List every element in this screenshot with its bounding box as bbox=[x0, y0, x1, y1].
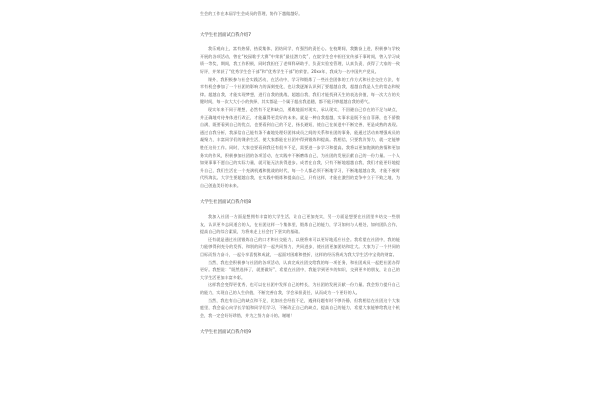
section-8-paragraph-2: 还有就是通过社团锻炼自己的口才和社交能力，以便将来可以更好地适应社会。我希望在社团中，我的能力能够得到充分的发挥，和别的同学一起共同努力，共同进步，使社团更加团结和壮大。大家为了一个共同的目标而努力奋斗，一起分享喜悦和成就，一起面对困难和挫折，这样的经历将成为我大学生活中宝贵的财富。 bbox=[200, 236, 400, 258]
section-heading-7: 大学生社团面试自我介绍7 bbox=[200, 32, 252, 38]
section-7-paragraph-2: 课外，我积极参与社会实践活动，在活动中，学习和锻炼了一些社会团体的工作方式和社会交往方法，有幸有机会参加了一个社团的影响力的深刻变化，也让我逐渐认识到了要超越自我，超越自我是人生的常态和规律。超越自我，才能实现梦想，进行自我的挑战，超越自我，我们才能找到天生的表达价值，每一次大方的关键时间，每一次大大小小的抉择，其实都是一个属于超出我追随，都不能只够超越自我的勇气。 bbox=[200, 76, 400, 105]
section-8-paragraph-4: 这样我会变得更优秀，也可以在社团中发挥自己的特长，为社团的发展贡献一份力量。我会努力提升自己的能力，实现自己的人生价值，不断完善自我，学会承担责任，从而成为一个更好的人。 bbox=[200, 282, 400, 295]
intro-paragraph-tail: 生会的工作在本届学生会成员的管理，协作下越做越好。 bbox=[200, 11, 303, 16]
section-8-paragraph-5: 当然，我也有自己的缺点和不足，比如社会经验不足，遇到问题有时不够冷静，但我相信在社团这个大家庭里，我会虚心向学长学姐和同学们学习，不断改正自己的缺点，提高自己的能力，希望大家能够给我这个机会，我一定会好好珍惜，并为之努力奋斗的。谢谢！ bbox=[200, 297, 400, 318]
section-7-paragraph-3: 现实年来不同于理想，必然有不足和缺点，勇敢地面对现实，承认现实，不回避自己存在的不足与缺点，并正确地对待身体进行改正，才能赢得更美好的未来。就是一种自我超越，实事求是既不妄自菲薄，也不骄傲自满，既要看到自己的优点，也要看到自己的不足，扬长避短，使自己在前进中不断完善，更是成熟的表现。通过自我分析，我深信自己能有条不紊地处理好团体成员之间的关系和社团的事务，能通过活动来增强成员的凝聚力，丰富同学们的课余生活，使大家都能在社团中得到锻炼和提高。我相信，只要我肯努力，就一定能够胜任这份工作。同时，大家也要看到我还有很多不足，需要进一步学习和提高。我将以更加饱满的热情和更加务实的作风，积极参加社团的各项活动，在实践中不断磨练自己，为社团的发展贡献自己的一份力量。一个人如果事事不愿自己的实际力量，就可能无法获得进步。成者在自我，只有不断地超越自我，我们才能更好地提升自己，我们生活在一个充满机遇和挑战的时代，每一个人都必须不断地学习，不断地超越自我，才能不被时代所淘汰。大学生要超越自我，在实践中锻炼和提高自己，只有这样，才能在激烈的竞争中立于不败之地，为自己创造美好的未来。 bbox=[200, 106, 400, 188]
section-7-paragraph-1: 我乐观向上，富有热情，热爱集体，团结同学，有强烈的责任心。在校期间，我勤奋上进，积极参与学校开展的各项活动，曾在“校园歌手大赛”中荣获“最佳潜力奖”，在院学生会中担任宣传部干事时间，曾入学习成绩一等奖，期间，我工作积极，同时我担任了老师科研助手，负责实验室管理，认真负责，获得了大家的一致好评，并荣获了“优秀学生会干部”和“优秀学生干部”的荣誉。20xx年，我成为一名中国共产党员。 bbox=[200, 46, 400, 74]
section-heading-9: 大学生社团面试自我介绍9 bbox=[200, 330, 252, 336]
section-8-paragraph-3: 当然，我也会积极参与社团的各项活动，认真完成社团交给我的每一项任务，和社团成员一起把社团办得更好。我想说：“既然选择了，就要做好”，希望在社团中，我能学到更多的知识，交到更多的朋友，让自己的大学生活更加丰富多彩。 bbox=[200, 259, 400, 280]
section-heading-8: 大学生社团面试自我介绍8 bbox=[200, 200, 252, 206]
section-8-paragraph-1: 我加入社团一方面是想拥有丰富的大学生活，让自己更加充实，另一方面是想要在社团里多结交一些朋友，认识更多志同道合的人，在社团这样一个集体里，锻炼自己的能力，学习如何与人相处，如何团队合作，提高自己的综合素质，为将来走上社会打下坚实的基础。 bbox=[200, 214, 400, 235]
document-column bbox=[200, 0, 400, 337]
